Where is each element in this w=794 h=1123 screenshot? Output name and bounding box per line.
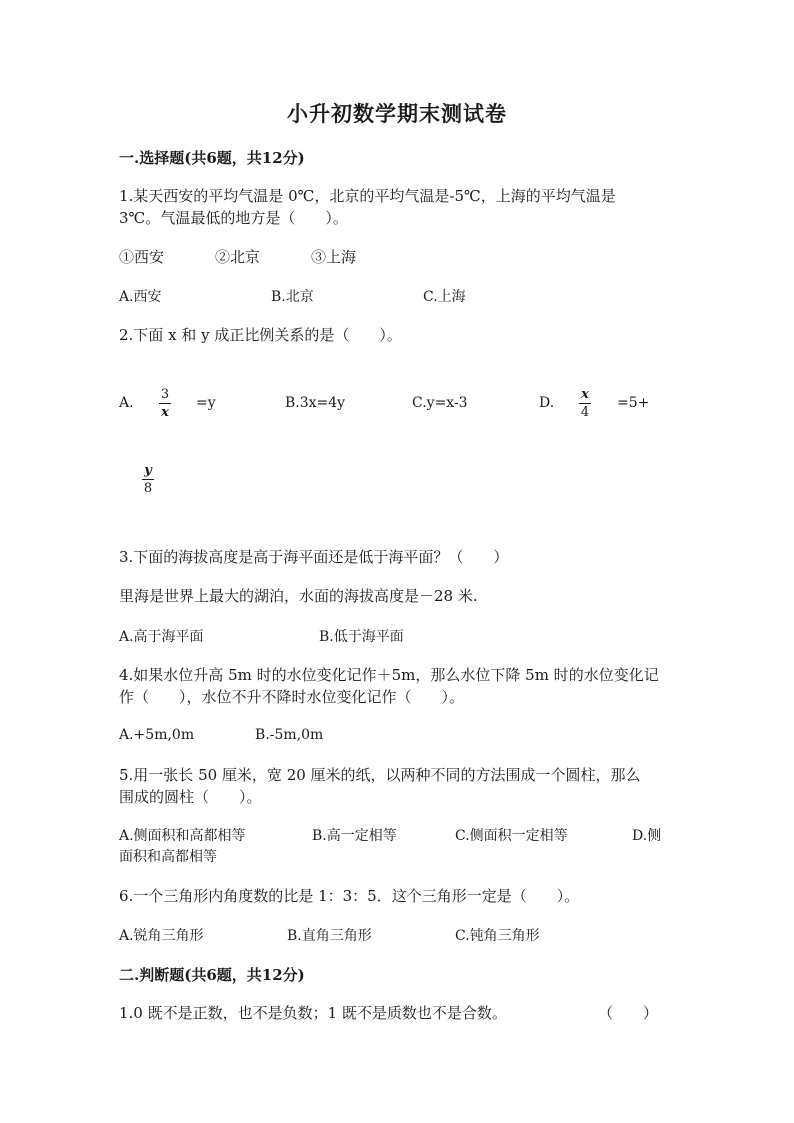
fraction-bar [579, 403, 591, 404]
question-4-option-b: B.-5m,0m [255, 727, 324, 743]
fraction-denominator: x [161, 405, 169, 420]
question-2-option-a-label: A. [119, 395, 134, 411]
question-3-option-b: B.低于海平面 [319, 629, 404, 645]
question-5-option-c: C.侧面积一定相等 [455, 828, 568, 844]
question-2-option-a-fraction [159, 387, 171, 420]
question-1-option-c: C.上海 [423, 289, 466, 305]
question-1-line1: 1.某天西安的平均气温是 0℃，北京的平均气温是-5℃，上海的平均气温是 [119, 187, 616, 205]
question-1-item-3: ③上海 [311, 248, 357, 266]
true-false-1-text: 1.0 既不是正数，也不是负数；1 既不是质数也不是合数。 [119, 1004, 507, 1022]
question-2-option-a-rest: =y [196, 395, 216, 411]
question-5-line1: 5.用一张长 50 厘米，宽 20 厘米的纸，以两种不同的方法围成一个圆柱，那么 [119, 766, 641, 784]
question-5-option-d-end: 面积和高都相等 [119, 849, 217, 865]
true-false-1-blank: （ ） [598, 1004, 659, 1022]
fraction-denominator: 4 [580, 405, 590, 420]
question-2-option-c: C.y=x-3 [412, 395, 468, 411]
question-3-option-a: A.高于海平面 [119, 629, 204, 645]
question-6-option-b: B.直角三角形 [287, 928, 372, 944]
question-4-line1: 4.如果水位升高 5m 时的水位变化记作＋5m，那么水位下降 5m 时的水位变化记 [119, 666, 659, 684]
question-6-text: 6.一个三角形内角度数的比是 1：3：5．这个三角形一定是（ ）。 [119, 887, 580, 905]
question-5-option-b: B.高一定相等 [312, 828, 397, 844]
fraction-denominator: 8 [143, 481, 153, 496]
question-3-sub: 里海是世界上最大的湖泊，水面的海拔高度是－28 米. [119, 587, 478, 605]
fraction-bar [142, 479, 154, 480]
fraction-numerator: y [144, 463, 152, 478]
fraction-bar [159, 403, 171, 404]
fraction-numerator: x [581, 387, 589, 402]
question-5-line2: 围成的圆柱（ ）。 [119, 788, 262, 806]
question-5-option-d-start: D.侧 [632, 828, 662, 844]
question-1-option-b: B.北京 [271, 289, 314, 305]
question-2-option-d-fraction-2 [142, 463, 154, 496]
page-title: 小升初数学期末测试卷 [287, 101, 507, 126]
question-4-line2: 作（ ），水位不升不降时水位变化记作（ ）。 [119, 688, 465, 706]
fraction-numerator: 3 [160, 387, 170, 402]
section-heading-choice: 一.选择题(共6题，共12分) [119, 149, 305, 167]
question-2-option-d-fraction [579, 387, 591, 420]
section-heading-true-false: 二.判断题(共6题，共12分) [119, 966, 305, 984]
question-2-option-d-label: D. [539, 395, 555, 411]
question-4-option-a: A.+5m,0m [119, 727, 195, 743]
question-3-text: 3.下面的海拔高度是高于海平面还是低于海平面？（ ） [119, 548, 509, 566]
question-1-item-1: ①西安 [119, 248, 165, 266]
question-2-option-b: B.3x=4y [285, 395, 346, 411]
question-2-text: 2.下面 x 和 y 成正比例关系的是（ ）。 [119, 326, 402, 344]
question-1-option-a: A.西安 [119, 289, 162, 305]
question-6-option-a: A.锐角三角形 [119, 928, 204, 944]
question-1-item-2: ②北京 [215, 248, 261, 266]
question-2-option-d-rest: =5+ [617, 395, 650, 411]
question-5-option-a: A.侧面积和高都相等 [119, 828, 246, 844]
question-1-line2: 3℃。气温最低的地方是（ ）。 [119, 209, 348, 227]
question-6-option-c: C.钝角三角形 [455, 928, 540, 944]
